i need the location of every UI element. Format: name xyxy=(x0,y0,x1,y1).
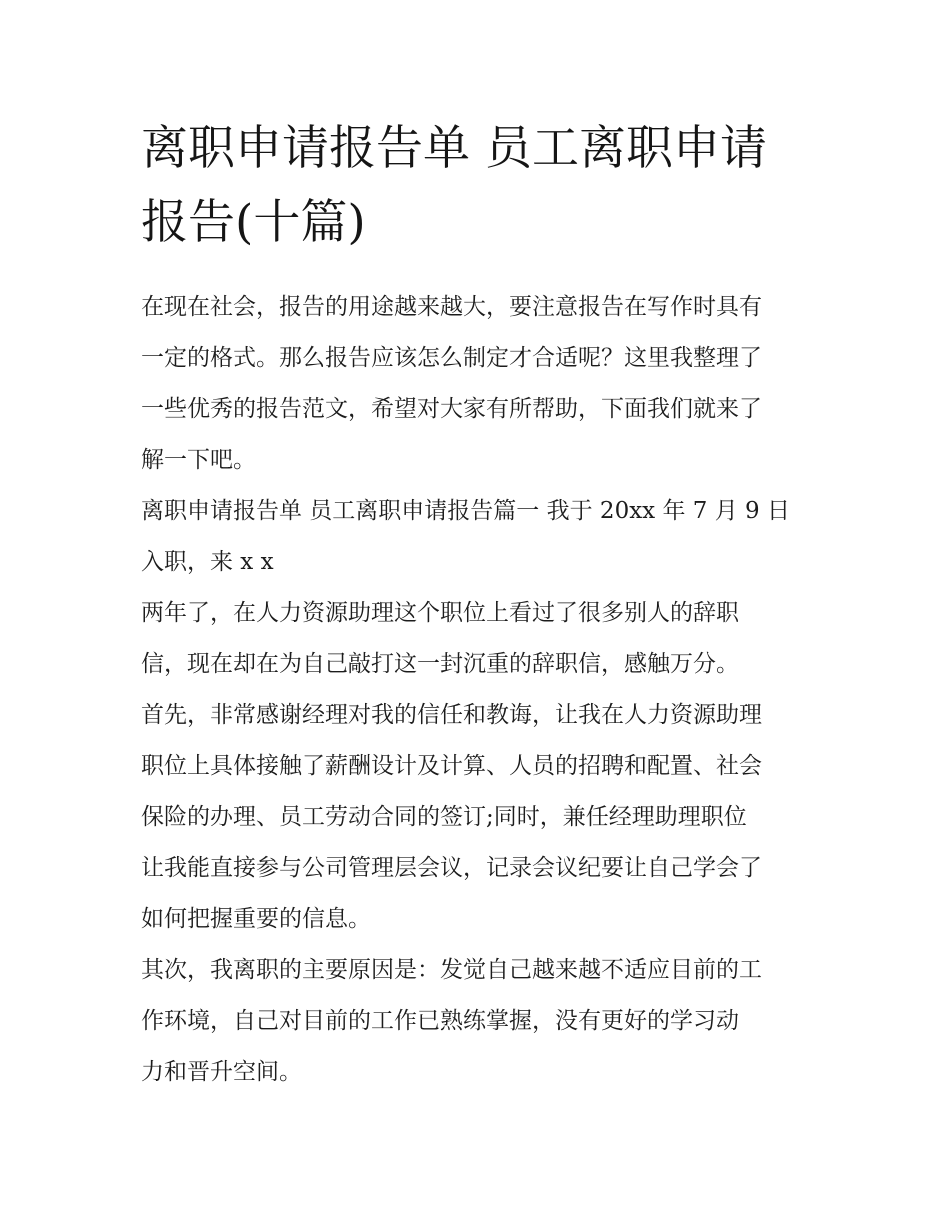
page-title xyxy=(141,112,813,260)
text-line: 力和晋升空间。 xyxy=(141,1059,302,1085)
text-line: 首先，非常感谢经理对我的信任和教诲，让我在人力资源助理 xyxy=(141,702,762,728)
paragraph-first xyxy=(141,690,813,945)
document-content xyxy=(141,112,813,1098)
text-line: 作环境，自己对目前的工作已熟练掌握，没有更好的学习动 xyxy=(141,1008,739,1034)
text-line: 一定的格式。那么报告应该怎么制定才合适呢？这里我整理了 xyxy=(141,345,762,371)
paragraph-second xyxy=(141,945,813,1098)
paragraph-two-years xyxy=(141,588,813,690)
text-line: 信，现在却在为自己敲打这一封沉重的辞职信，感触万分。 xyxy=(141,651,739,677)
text-line: 如何把握重要的信息。 xyxy=(141,906,371,932)
paragraph-chapter-one xyxy=(141,486,813,588)
title-line-2: 报告(十篇) xyxy=(141,195,366,250)
text-line: 解一下吧。 xyxy=(141,447,256,473)
body-text xyxy=(141,282,813,1098)
text-line: 两年了，在人力资源助理这个职位上看过了很多别人的辞职 xyxy=(141,600,739,626)
text-line: 保险的办理、员工劳动合同的签订;同时，兼任经理助理职位 xyxy=(141,804,747,830)
text-line: 让我能直接参与公司管理层会议，记录会议纪要让自己学会了 xyxy=(141,855,762,881)
text-line: 职位上具体接触了薪酬设计及计算、人员的招聘和配置、社会 xyxy=(141,753,762,779)
text-line: 其次，我离职的主要原因是：发觉自己越来越不适应目前的工 xyxy=(141,957,762,983)
paragraph-intro xyxy=(141,282,813,486)
text-line: 离职申请报告单 员工离职申请报告篇一 我于 20xx 年 7 月 9 日 xyxy=(141,498,790,524)
text-line: 一些优秀的报告范文，希望对大家有所帮助，下面我们就来了 xyxy=(141,396,762,422)
text-line: 在现在社会，报告的用途越来越大，要注意报告在写作时具有 xyxy=(141,294,762,320)
text-line: 入职，来 x x xyxy=(141,549,274,575)
title-line-1: 离职申请报告单 员工离职申请 xyxy=(141,121,767,176)
